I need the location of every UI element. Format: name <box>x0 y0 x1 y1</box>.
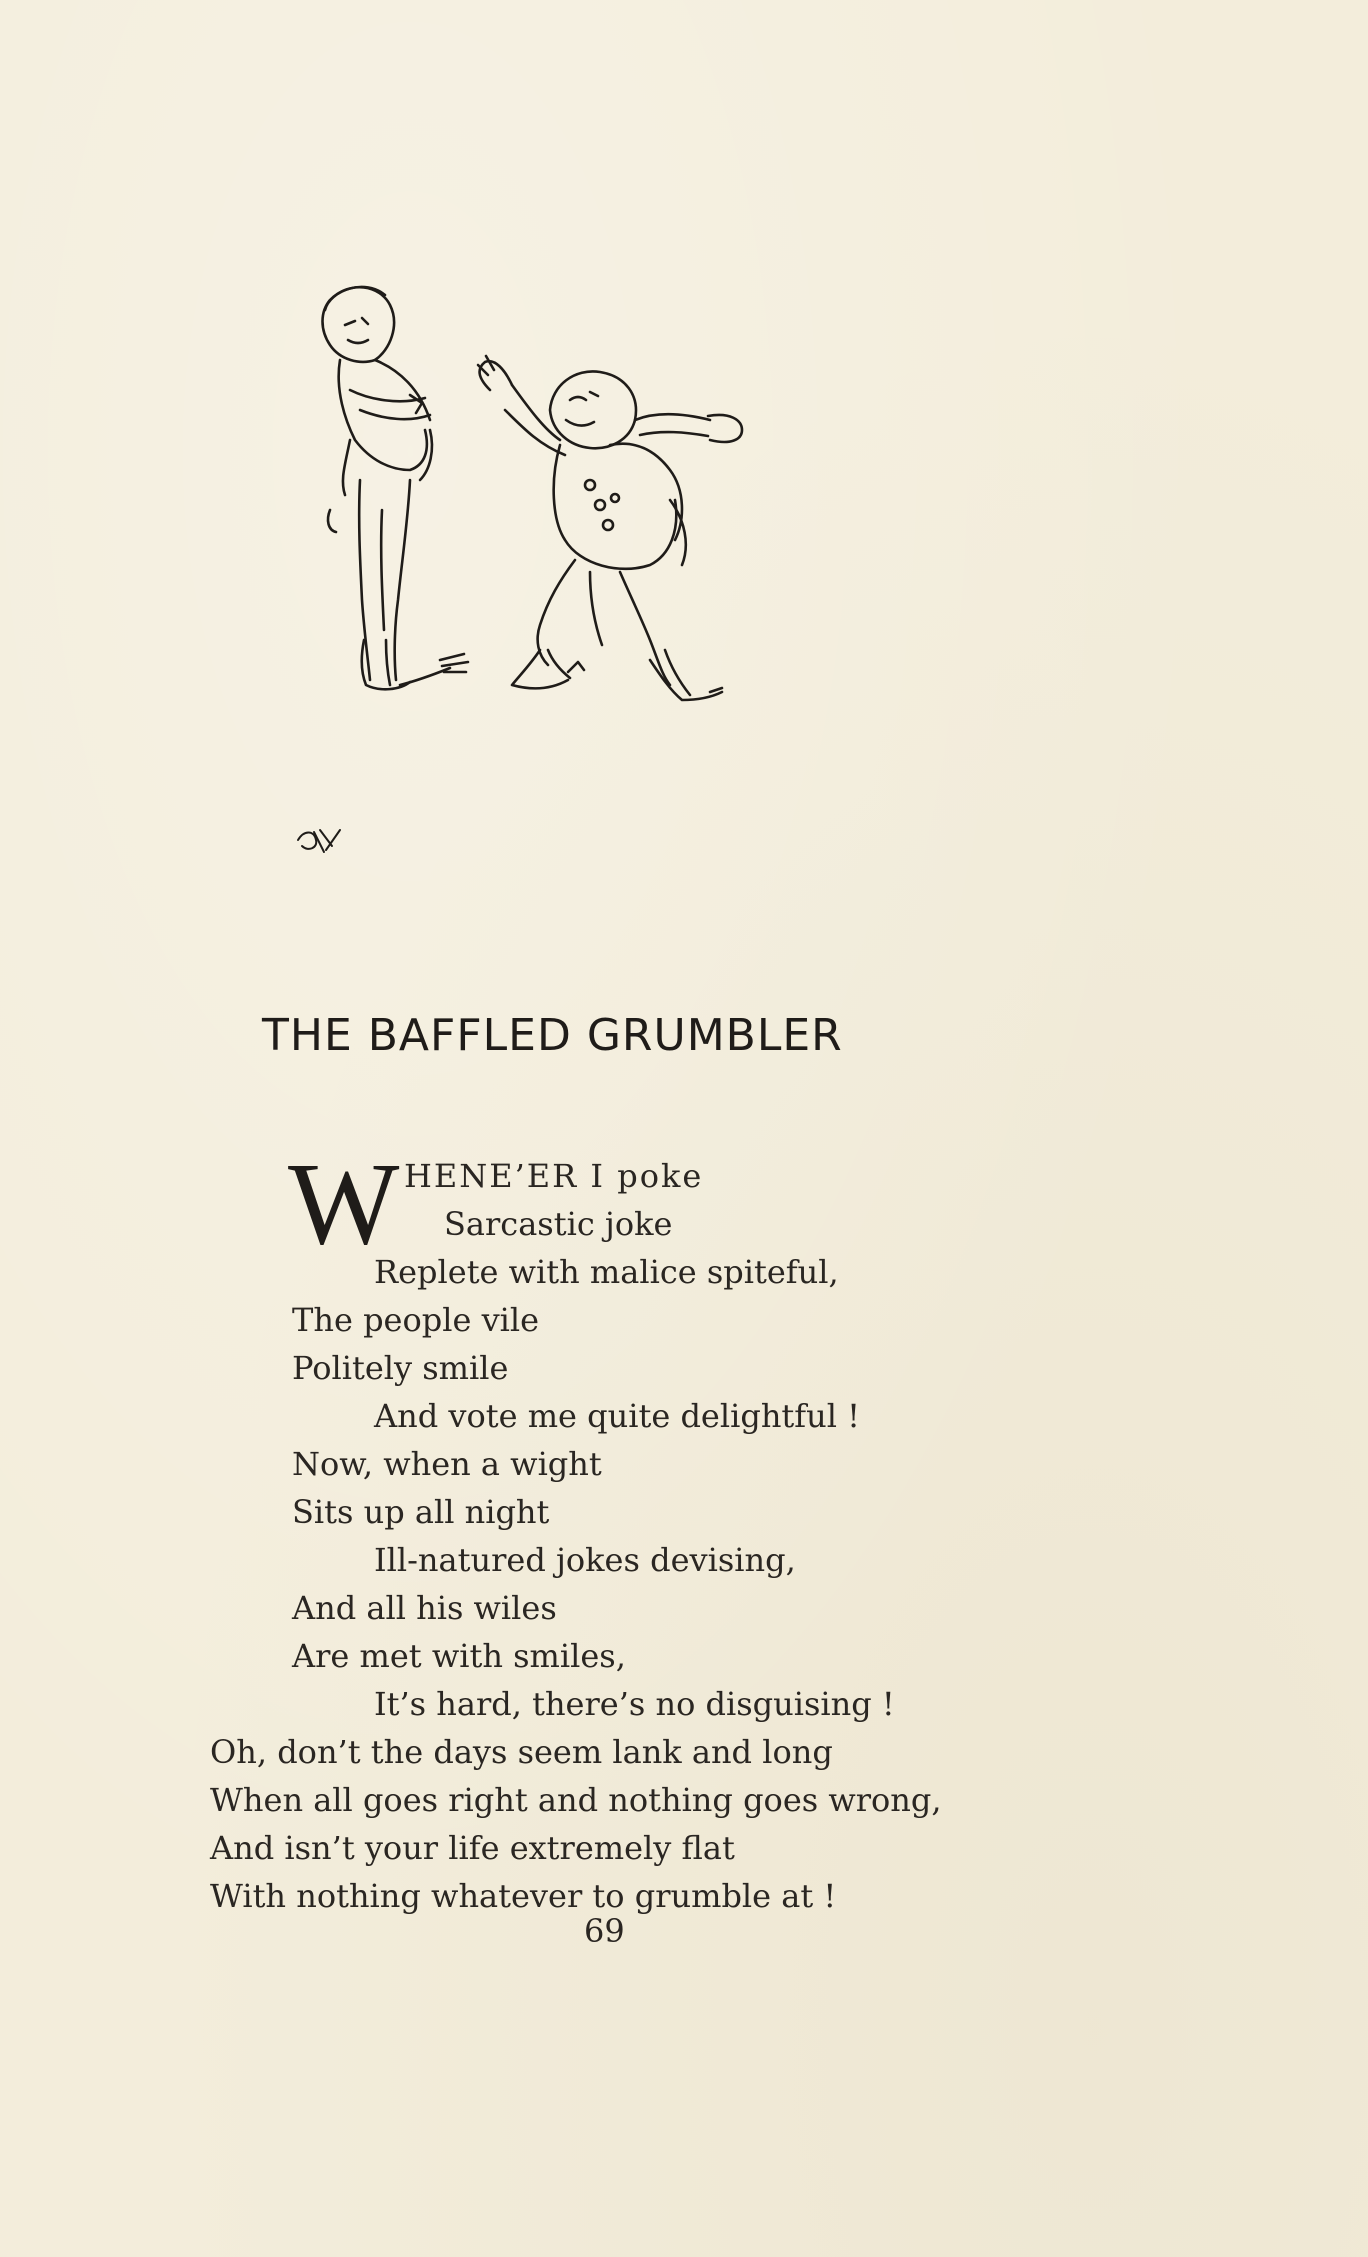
page-number: 69 <box>584 1912 625 1950</box>
poem-line-14: When all goes right and nothing goes wrong, <box>210 1781 942 1819</box>
poem-line-12: It’s hard, there’s no disguising ! <box>374 1685 895 1723</box>
poem-line-11: Are met with smiles, <box>292 1637 626 1675</box>
poem-title: THE BAFFLED GRUMBLER <box>262 1010 843 1061</box>
poem-line-6: And vote me quite delightful ! <box>374 1397 860 1435</box>
poem-line-9: Ill-natured jokes devising, <box>374 1541 796 1579</box>
poem-line-7: Now, when a wight <box>292 1445 602 1483</box>
poem-line-3: Replete with malice spiteful, <box>374 1253 839 1291</box>
poem-line-13: Oh, don’t the days seem lank and long <box>210 1733 833 1771</box>
poem-line-2: Sarcastic joke <box>444 1205 673 1243</box>
right-figure-icon <box>478 356 742 700</box>
poem-line-4: The people vile <box>292 1301 540 1339</box>
two-men-arguing-icon <box>290 280 910 880</box>
drop-cap: W <box>288 1138 400 1269</box>
artist-monogram-icon <box>298 830 340 852</box>
poem-line-8: Sits up all night <box>292 1493 550 1531</box>
left-figure-icon <box>323 287 469 689</box>
poem-line-1: HENE’ER I poke <box>404 1157 704 1195</box>
poem-line-16: With nothing whatever to grumble at ! <box>210 1877 837 1915</box>
poem-line-10: And all his wiles <box>292 1589 557 1627</box>
poem-line-5: Politely smile <box>292 1349 509 1387</box>
poem-line-15: And isn’t your life extremely flat <box>210 1829 735 1867</box>
